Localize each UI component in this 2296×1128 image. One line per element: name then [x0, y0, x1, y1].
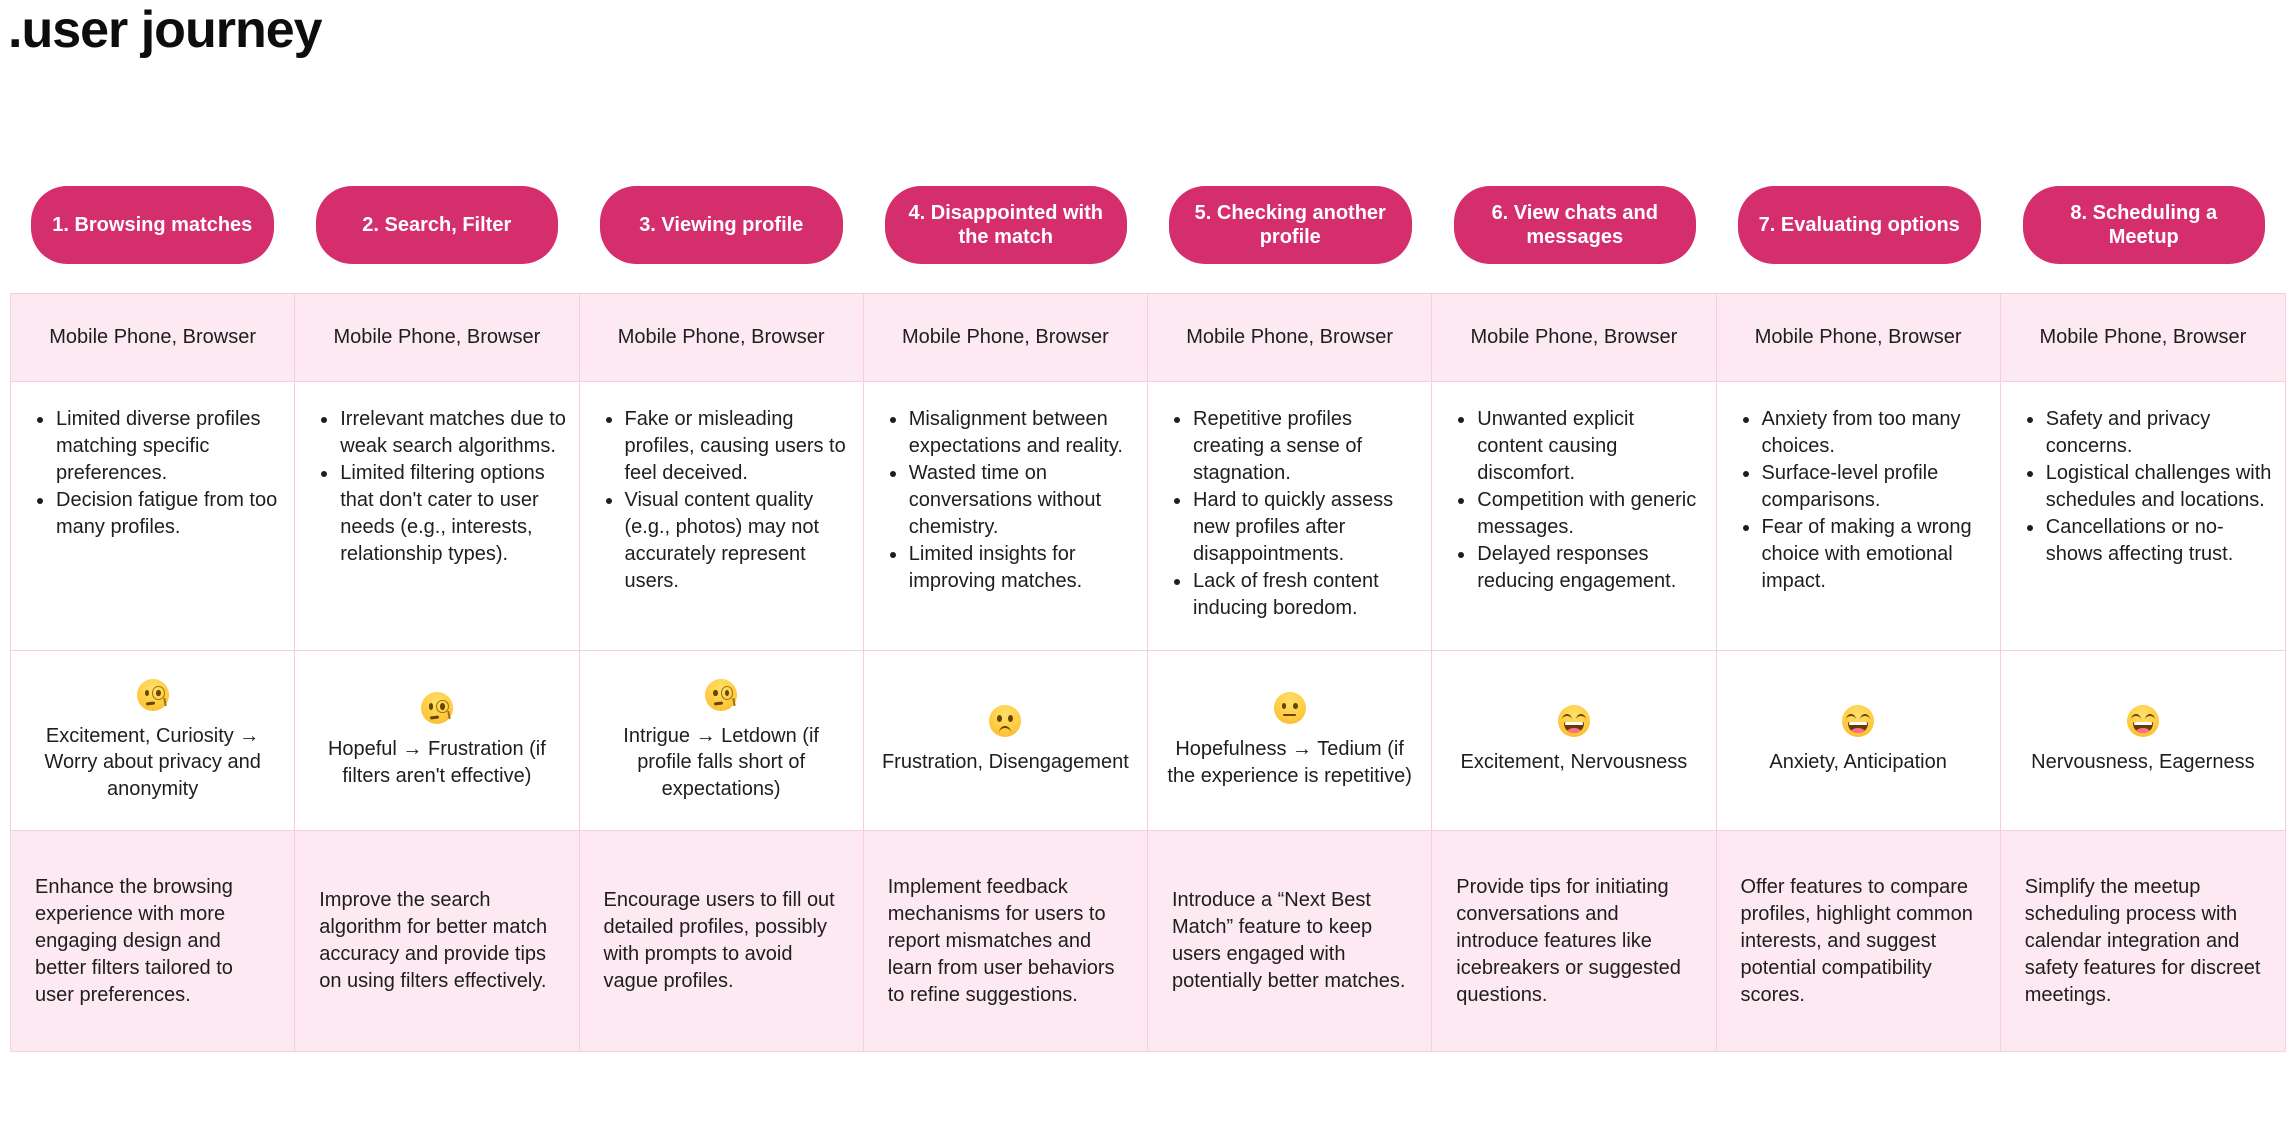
- pain-point: • Safety and privacy concerns.: [2045, 406, 2273, 460]
- device-label: Mobile Phone, Browser: [1754, 326, 1962, 348]
- device-cell-3: [580, 294, 864, 382]
- stage-pill-4: 4. Disappointed with the match: [885, 186, 1128, 264]
- pain-points-cell-7: [1717, 382, 2001, 651]
- device-label: Mobile Phone, Browser: [49, 326, 257, 348]
- pain-point: • Lack of fresh content inducing boredom.: [1192, 568, 1419, 622]
- pain-point: • Wasted time on conversations without chemistry.: [908, 460, 1135, 541]
- grinning-face-emoji: [1558, 705, 1590, 737]
- pain-points-cell-5: [1148, 382, 1432, 651]
- recommendation-cell-1: [11, 831, 295, 1051]
- pain-point: • Unwanted explicit content causing discomfort.: [1476, 406, 1703, 487]
- face-with-monocle-emoji: [137, 679, 169, 711]
- device-cell-1: [11, 294, 295, 382]
- emotion-label: Anxiety, Anticipation: [1769, 751, 1947, 774]
- grinning-face-emoji: [2127, 705, 2159, 737]
- stage-pill-1: 1. Browsing matches: [31, 186, 274, 264]
- pain-points-cell-4: [864, 382, 1148, 651]
- recommendation-text: Encourage users to fill out detailed profiles, possibly with prompts to avoid vague profiles.: [603, 889, 835, 992]
- pain-point: • Visual content quality (e.g., photos) may not accurately represent users.: [624, 487, 851, 595]
- pain-points-list: [1733, 406, 1988, 595]
- recommendation-text: Simplify the meetup scheduling process with calendar integration and safety features for discreet meetings.: [2024, 875, 2261, 1006]
- emotion-label: Nervousness, Eagerness: [2031, 751, 2255, 774]
- recommendation-cell-3: [580, 831, 864, 1051]
- recommendation-text: Provide tips for initiating conversations and introduce features like icebreakers or suggested questions.: [1456, 875, 1681, 1006]
- stage-pill-6: 6. View chats and messages: [1454, 186, 1697, 264]
- recommendation-cell-4: [864, 831, 1148, 1051]
- emotion-label: Hopeful → Frustration (if filters aren't effective): [327, 738, 546, 787]
- recommendation-text: Offer features to compare profiles, highlight common interests, and suggest potential compatibility scores.: [1740, 875, 1973, 1006]
- pain-point: • Repetitive profiles creating a sense of stagnation.: [1192, 406, 1419, 487]
- pain-point: • Delayed responses reducing engagement.: [1476, 541, 1703, 595]
- device-label: Mobile Phone, Browser: [333, 326, 541, 348]
- pain-points-list: [1164, 406, 1419, 622]
- device-cell-2: [295, 294, 579, 382]
- recommendation-cell-5: [1148, 831, 1432, 1051]
- recommendation-cell-2: [295, 831, 579, 1051]
- recommendation-text: Implement feedback mechanisms for users to report mismatches and learn from user behaviors to refine suggestions.: [887, 875, 1115, 1006]
- face-with-monocle-emoji: [705, 679, 737, 711]
- emotion-label: Intrigue → Letdown (if profile falls short of expectations): [623, 724, 819, 800]
- emotion-cell-2: [295, 651, 579, 831]
- pain-point: • Anxiety from too many choices.: [1761, 406, 1988, 460]
- pain-point: • Logistical challenges with schedules and locations.: [2045, 460, 2273, 514]
- pain-points-cell-1: [11, 382, 295, 651]
- recommendation-cell-7: [1717, 831, 2001, 1051]
- journey-table: [10, 293, 2286, 1052]
- emotion-cell-1: [11, 651, 295, 831]
- page-title: .user journey: [8, 1, 322, 59]
- emotion-label: Excitement, Curiosity → Worry about privacy and anonymity: [44, 724, 261, 800]
- device-label: Mobile Phone, Browser: [1186, 326, 1394, 348]
- pain-point: • Misalignment between expectations and reality.: [908, 406, 1135, 460]
- stage-pill-7: 7. Evaluating options: [1738, 186, 1981, 264]
- device-label: Mobile Phone, Browser: [1470, 326, 1678, 348]
- pain-point: • Hard to quickly assess new profiles after disappointments.: [1192, 487, 1419, 568]
- pain-point: • Limited diverse profiles matching specific preferences.: [55, 406, 282, 487]
- device-label: Mobile Phone, Browser: [617, 326, 825, 348]
- recommendation-text: Introduce a “Next Best Match” feature to keep users engaged with potentially better matches.: [1172, 889, 1406, 992]
- pain-point: • Fear of making a wrong choice with emotional impact.: [1761, 514, 1988, 595]
- device-cell-8: [2001, 294, 2285, 382]
- pain-points-list: [1448, 406, 1703, 595]
- device-label: Mobile Phone, Browser: [901, 326, 1109, 348]
- emotion-cell-4: [864, 651, 1148, 831]
- pain-point: • Competition with generic messages.: [1476, 487, 1703, 541]
- pain-points-list: [311, 406, 566, 568]
- pain-point: • Limited filtering options that don't cater to user needs (e.g., interests, relationship types).: [339, 460, 566, 568]
- stage-pill-3: 3. Viewing profile: [600, 186, 843, 264]
- pain-point: • Cancellations or no-shows affecting trust.: [2045, 514, 2273, 568]
- emotion-cell-5: [1148, 651, 1432, 831]
- device-label: Mobile Phone, Browser: [2039, 326, 2247, 348]
- device-cell-5: [1148, 294, 1432, 382]
- pain-point: • Fake or misleading profiles, causing users to feel deceived.: [624, 406, 851, 487]
- pain-points-cell-6: [1432, 382, 1716, 651]
- device-cell-4: [864, 294, 1148, 382]
- stage-pill-5: 5. Checking another profile: [1169, 186, 1412, 264]
- recommendation-cell-6: [1432, 831, 1716, 1051]
- grinning-face-emoji: [1842, 705, 1874, 737]
- worried-face-emoji: [989, 705, 1021, 737]
- emotion-cell-8: [2001, 651, 2285, 831]
- emotion-label: Excitement, Nervousness: [1460, 751, 1688, 774]
- stage-pill-8: 8. Scheduling a Meetup: [2023, 186, 2266, 264]
- pain-point: • Irrelevant matches due to weak search algorithms.: [339, 406, 566, 460]
- pain-point: • Limited insights for improving matches.: [908, 541, 1135, 595]
- pain-points-list: [27, 406, 282, 541]
- stage-pill-2: 2. Search, Filter: [316, 186, 559, 264]
- pain-points-list: [880, 406, 1135, 595]
- pain-points-list: [596, 406, 851, 595]
- pain-point: • Decision fatigue from too many profiles.: [55, 487, 282, 541]
- recommendation-text: Enhance the browsing experience with more engaging design and better filters tailored to user preferences.: [35, 875, 233, 1006]
- emotion-cell-3: [580, 651, 864, 831]
- emotion-label: Frustration, Disengagement: [881, 751, 1129, 774]
- face-with-monocle-emoji: [421, 692, 453, 724]
- recommendation-text: Improve the search algorithm for better match accuracy and provide tips on using filters effectively.: [319, 889, 548, 992]
- pain-point: • Surface-level profile comparisons.: [1761, 460, 1988, 514]
- recommendation-cell-8: [2001, 831, 2285, 1051]
- device-cell-6: [1432, 294, 1716, 382]
- emotion-cell-7: [1717, 651, 2001, 831]
- pain-points-list: [2017, 406, 2273, 568]
- pain-points-cell-2: [295, 382, 579, 651]
- emotion-label: Hopefulness → Tedium (if the experience is repetitive): [1167, 738, 1412, 787]
- stage-pills-row: [10, 186, 2286, 264]
- device-cell-7: [1717, 294, 2001, 382]
- neutral-face-emoji: [1274, 692, 1306, 724]
- pain-points-cell-8: [2001, 382, 2285, 651]
- pain-points-cell-3: [580, 382, 864, 651]
- emotion-cell-6: [1432, 651, 1716, 831]
